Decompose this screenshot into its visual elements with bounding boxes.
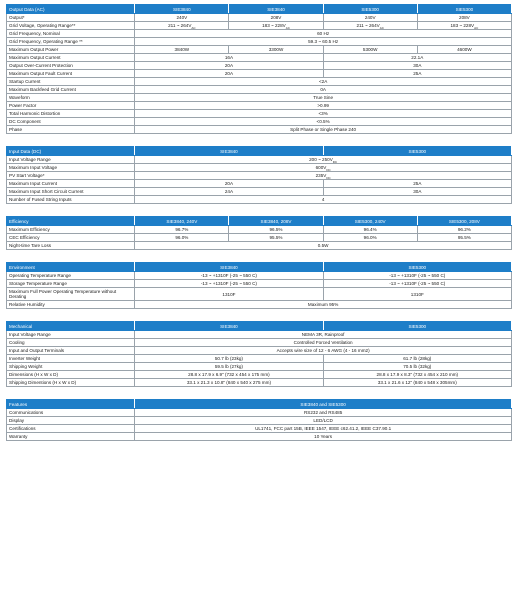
row-label: Maximum Backfeed Grid Current (7, 86, 135, 94)
section-title: Features (7, 400, 135, 409)
row-label: Output Over-Current Protection (7, 62, 135, 70)
table-row (7, 78, 512, 86)
section-title: Efficiency (7, 217, 135, 226)
cell-value: 33.1 x 21.3 x 10.8" (840 x 540 x 275 mm) (135, 379, 323, 387)
row-label: Certifications (7, 425, 135, 433)
row-label: Phase (7, 126, 135, 134)
row-label: Night-time Tare Loss (7, 242, 135, 250)
cell-value: 0A (135, 86, 512, 94)
section-title: Input Data (DC) (7, 147, 135, 156)
cell-value: 211 ~ $264V_{AC}$ (135, 22, 229, 30)
cell-value: Maximum 95% (135, 301, 512, 309)
table-row (7, 188, 512, 196)
cell-value: UL1741, FCC part 15B, IEEE 1547, IEEE c62.41.2, IEEE C37.90.1 (135, 425, 512, 433)
row-label: Relative Humidity (7, 301, 135, 309)
cell-value: 10 Years (135, 433, 512, 441)
cell-value: 183 ~ $228V_{AC}$ (417, 22, 511, 30)
table-row (7, 234, 512, 242)
cell-value: RS232 and RS485 (135, 409, 512, 417)
cell-value: 240V (135, 14, 229, 22)
cell-value: 5300W (323, 46, 417, 54)
row-label: Grid Voltage, Operating Range** (7, 22, 135, 30)
table-row (7, 62, 512, 70)
cell-value: Controlled Forced Ventilation (135, 339, 512, 347)
row-label: Startup Current (7, 78, 135, 86)
table-row (7, 379, 512, 387)
cell-value: 240V (323, 14, 417, 22)
row-label: Number of Fused String Inputs (7, 196, 135, 204)
cell-value: $600V_{DC}$ (135, 164, 512, 172)
cell-value: 61.7 lb (28kg) (323, 355, 511, 363)
cell-value: -13 ~ +1310F (-25 ~ 550 C) (323, 280, 511, 288)
table-header (7, 147, 512, 156)
row-label: Storage Temperature Range (7, 280, 135, 288)
cell-value: <0.5% (135, 118, 512, 126)
model-header: SIE5300 (323, 263, 511, 272)
cell-value: 96.0% (135, 234, 229, 242)
model-header: SIE3840 (229, 5, 323, 14)
cell-value: 95.5% (417, 234, 511, 242)
table-row (7, 14, 512, 22)
table-row (7, 347, 512, 355)
row-label: Maximum Output Fault Current (7, 70, 135, 78)
table-row (7, 242, 512, 250)
table-row (7, 339, 512, 347)
cell-value: $235V_{DC}$ (135, 172, 512, 180)
cell-value: 25A (323, 180, 511, 188)
model-header: SIE5300 (323, 5, 417, 14)
table-row (7, 38, 512, 46)
cell-value: Accepts wire size of 12 - 6 AWG (4 - 16 mm2) (135, 347, 512, 355)
table-row (7, 425, 512, 433)
table-header (7, 5, 512, 14)
row-label: Warranty (7, 433, 135, 441)
cell-value: NEMA 3R, Rainproof (135, 331, 512, 339)
table-row (7, 54, 512, 62)
table-row (7, 156, 512, 164)
table-row (7, 409, 512, 417)
row-label: Communications (7, 409, 135, 417)
table-header (7, 217, 512, 226)
row-label: Output* (7, 14, 135, 22)
table-row (7, 180, 512, 188)
cell-value: 4600W (417, 46, 511, 54)
cell-value: 4 (135, 196, 512, 204)
table-row (7, 371, 512, 379)
row-label: Maximum Full Power Operating Temperature without Derating (7, 288, 135, 301)
cell-value: 0.5W (135, 242, 512, 250)
cell-value: >0.99 (135, 102, 512, 110)
features-table (6, 399, 512, 441)
table-row (7, 126, 512, 134)
cell-value: 30A (323, 188, 511, 196)
cell-value: Split Phase or Single Phase 240 (135, 126, 512, 134)
cell-value: 30A (323, 62, 511, 70)
table-header (7, 322, 512, 331)
row-label: Grid Frequency, Operating Range ** (7, 38, 135, 46)
model-header: SIE3840 (135, 147, 323, 156)
section-title: Environment (7, 263, 135, 272)
row-label: Maximum Efficiency (7, 226, 135, 234)
table-row (7, 301, 512, 309)
cell-value: 211 ~ $264V_{AC}$ (323, 22, 417, 30)
table-row (7, 288, 512, 301)
table-row (7, 363, 512, 371)
table-row (7, 417, 512, 425)
row-label: Total Harmonic Distortion (7, 110, 135, 118)
table-row (7, 86, 512, 94)
row-label: Display (7, 417, 135, 425)
cell-value: 1310F (135, 288, 323, 301)
model-header: SIE3840 and SIE5300 (135, 400, 512, 409)
cell-value: 24A (135, 188, 323, 196)
cell-value: 20A (135, 62, 323, 70)
cell-value: 59.3 ~ 60.5 Hz (135, 38, 512, 46)
cell-value: 1310F (323, 288, 511, 301)
model-header: SIE3840, 208V (229, 217, 323, 226)
table-header (7, 263, 512, 272)
cell-value: 70.5 lb (32kg) (323, 363, 511, 371)
spec-sheet (6, 4, 512, 441)
cell-value: 96.5% (229, 226, 323, 234)
section-title: Mechanical (7, 322, 135, 331)
row-label: Maximum Input Current (7, 180, 135, 188)
row-label: PV Start Voltage* (7, 172, 135, 180)
table-header (7, 400, 512, 409)
cell-value: 33.1 x 21.6 x 12" (840 x 548 x 305mm) (323, 379, 511, 387)
cell-value: <3% (135, 110, 512, 118)
row-label: Power Factor (7, 102, 135, 110)
row-label: Shipping Dimentions (H x W x D) (7, 379, 135, 387)
cell-value: 96.4% (323, 226, 417, 234)
cell-value: -13 ~ +1310F (-25 ~ 550 C) (135, 272, 323, 280)
model-header: SIE3840, 240V (135, 217, 229, 226)
row-label: Maximum Input Voltage (7, 164, 135, 172)
table-row (7, 272, 512, 280)
model-header: SIE3840 (135, 5, 229, 14)
table-row (7, 22, 512, 30)
cell-value: 50.7 lb (23kg) (135, 355, 323, 363)
row-label: Maximum Output Power (7, 46, 135, 54)
input-data-table (6, 146, 512, 204)
cell-value: 60 Hz (135, 30, 512, 38)
row-label: Input and Output Terminals (7, 347, 135, 355)
table-row (7, 172, 512, 180)
table-row (7, 110, 512, 118)
table-row (7, 46, 512, 54)
table-row (7, 30, 512, 38)
row-label: Cooling (7, 339, 135, 347)
cell-value: 28.8 x 17.9 x 6.9" (732 x 454 x 175 mm) (135, 371, 323, 379)
cell-value: 16A (135, 54, 323, 62)
cell-value: True Sine (135, 94, 512, 102)
row-label: Operating Temperature Range (7, 272, 135, 280)
environment-table (6, 262, 512, 309)
cell-value: -13 ~ +1310F (-25 ~ 550 C) (135, 280, 323, 288)
model-header: SIE5300 (323, 147, 511, 156)
efficiency-table (6, 216, 512, 250)
model-header: SIE3840 (135, 263, 323, 272)
row-label: Inverter Weight (7, 355, 135, 363)
table-row (7, 70, 512, 78)
table-row (7, 102, 512, 110)
cell-value: -13 ~ +1310F (-25 ~ 550 C) (323, 272, 511, 280)
table-row (7, 118, 512, 126)
cell-value: 20A (135, 180, 323, 188)
cell-value: 59.5 lb (27kg) (135, 363, 323, 371)
table-row (7, 196, 512, 204)
row-label: Maximum Input Short Circuit Current (7, 188, 135, 196)
cell-value: <2A (135, 78, 512, 86)
row-label: CEC Efficiency (7, 234, 135, 242)
table-row (7, 94, 512, 102)
model-header: SIE5300 (323, 322, 511, 331)
cell-value: 95.5% (229, 234, 323, 242)
row-label: Shipping Weight (7, 363, 135, 371)
cell-value: 20A (135, 70, 323, 78)
model-header: SIE5300, 208V (417, 217, 511, 226)
cell-value: 25A (323, 70, 511, 78)
row-label: Input Voltage Range (7, 156, 135, 164)
row-label: Dimensions (H x W x D) (7, 371, 135, 379)
row-label: Input Voltage Range (7, 331, 135, 339)
cell-value: 208V (417, 14, 511, 22)
mechanical-table (6, 321, 512, 387)
row-label: Maximum Output Current (7, 54, 135, 62)
cell-value: 200 ~ $250V_{DC}$ (135, 156, 512, 164)
model-header: SIE3840 (135, 322, 323, 331)
cell-value: 96.0% (323, 234, 417, 242)
model-header: SIE5300 (417, 5, 511, 14)
cell-value: LED/LCD (135, 417, 512, 425)
cell-value: 96.2% (417, 226, 511, 234)
output-data-table (6, 4, 512, 134)
table-row (7, 433, 512, 441)
cell-value: 96.7% (135, 226, 229, 234)
section-title: Output Data (AC) (7, 5, 135, 14)
row-label: DC Component (7, 118, 135, 126)
table-row (7, 280, 512, 288)
model-header: SIE5300, 240V (323, 217, 417, 226)
cell-value: 208V (229, 14, 323, 22)
table-row (7, 226, 512, 234)
cell-value: 3840W (135, 46, 229, 54)
cell-value: 183 ~ $228V_{AC}$ (229, 22, 323, 30)
row-label: Waveform (7, 94, 135, 102)
table-row (7, 164, 512, 172)
table-row (7, 331, 512, 339)
cell-value: 22.1A (323, 54, 511, 62)
table-row (7, 355, 512, 363)
row-label: Grid Frequency, Nominal (7, 30, 135, 38)
cell-value: 28.8 x 17.9 x 8.3" (732 x 454 x 210 mm) (323, 371, 511, 379)
cell-value: 3300W (229, 46, 323, 54)
